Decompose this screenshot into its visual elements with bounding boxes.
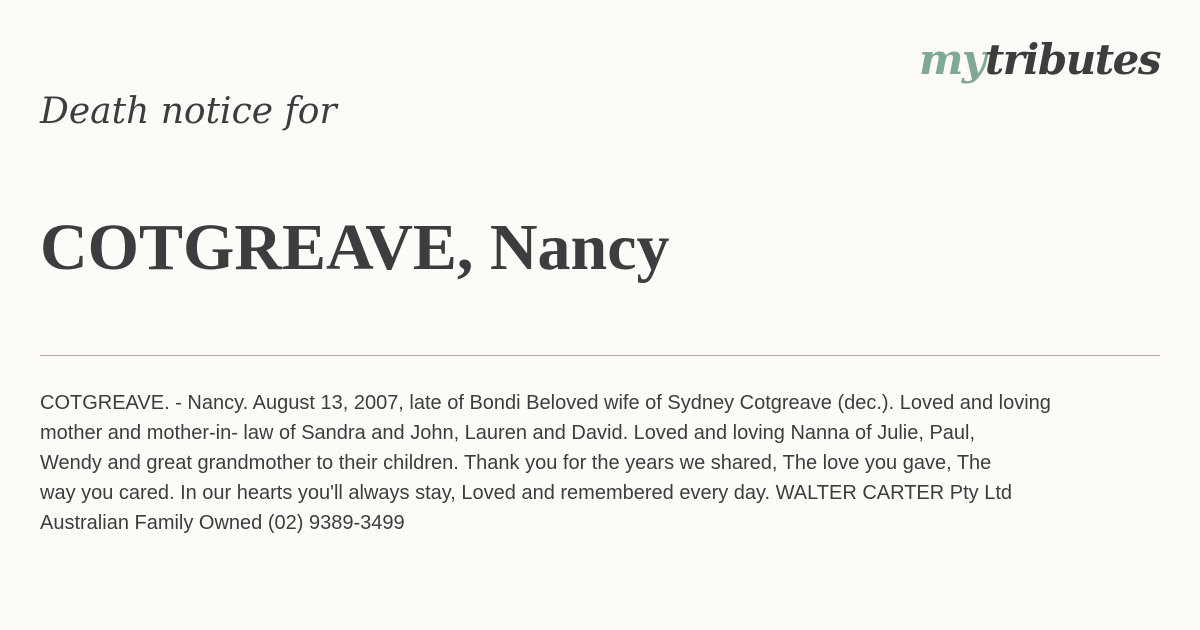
logo-tributes-text: tributes <box>984 35 1160 84</box>
notice-body: COTGREAVE. - Nancy. August 13, 2007, late of Bondi Beloved wife of Sydney Cotgreave (dec.). Loved and loving mother and mother-in- law of Sandra and John, Lauren and David. Loved and loving Nanna of Julie, Paul, Wendy and great grandmother to their children. Thank you for the years we shared, The love you gave, The way you cared. In our hearts you'll always stay, Loved and remembered every day. WALTER CARTER Pty Ltd Australian Family Owned (02) 9389-3499 <box>40 392 1051 534</box>
logo-my-text: my <box>918 35 985 84</box>
section-divider <box>40 355 1160 356</box>
deceased-name: COTGREAVE, Nancy <box>40 211 670 284</box>
notice-kicker: Death notice for <box>40 91 337 132</box>
mytributes-logo[interactable] <box>919 32 1160 88</box>
